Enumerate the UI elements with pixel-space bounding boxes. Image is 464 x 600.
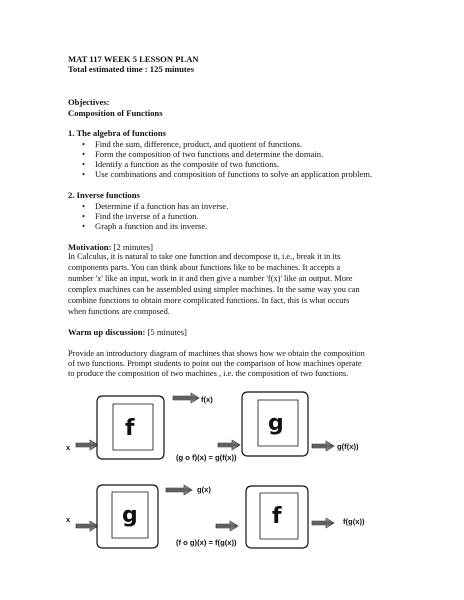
motivation-line: combine functions to obtain more complicated functions. In fact, this is what occurs	[68, 296, 350, 305]
intro-line: Provide an introductory diagram of machines that shows how we obtain the composition	[68, 349, 365, 358]
connector-arrow-icon	[218, 440, 240, 450]
mid-arrow-icon	[166, 485, 192, 495]
input-arrow-icon	[76, 521, 98, 531]
diagram-f-of-g	[66, 485, 365, 548]
section-inverse-heading: 2. Inverse functions	[68, 190, 140, 200]
bullet-icon: •	[82, 169, 86, 179]
bullet-icon: •	[82, 159, 86, 169]
objectives-heading: Objectives:	[68, 97, 110, 107]
motivation-line: In Calculus, it is natural to take one function and decompose it, i.e., break it in its	[68, 252, 341, 261]
list-item: Form the composition of two functions and determine the domain.	[95, 149, 324, 159]
diagram-g-of-f	[66, 392, 359, 462]
motivation-line: components parts. You can think about functions like to be machines. It accepts a	[68, 263, 341, 272]
list-item: Identify a function as the composite of two functions.	[95, 159, 280, 169]
objectives-subheading: Composition of Functions	[68, 108, 163, 118]
diagram2-mid-label: g(x)	[197, 485, 211, 494]
diagram1-mid-label: f(x)	[201, 395, 213, 404]
bullet-icon: •	[82, 201, 86, 211]
motivation-duration: [2 minutes]	[111, 242, 153, 252]
intro-line: of two functions. Prompt students to point out the comparison of how machines operate	[68, 359, 362, 368]
diagram1-input-label: x	[66, 443, 71, 452]
list-item: Find the sum, difference, product, and quotient of functions.	[95, 139, 303, 149]
output-arrow-icon	[312, 518, 334, 528]
list-item: Graph a function and its inverse.	[95, 221, 208, 231]
diagram2-output-label: f(g(x))	[343, 517, 365, 526]
motivation-line: complex machines can be assembled using simpler machines. In the same way you can	[68, 285, 360, 294]
machine-g-symbol: g	[122, 503, 138, 528]
output-arrow-icon	[312, 441, 334, 451]
machine-g-symbol: g	[268, 411, 284, 436]
warmup-label: Warm up discussion:	[68, 327, 146, 337]
page-title: MAT 117 WEEK 5 LESSON PLAN	[68, 54, 199, 64]
list-item: Find the inverse of a function.	[95, 211, 199, 221]
list-item: Determine if a function has an inverse.	[95, 201, 229, 211]
bullet-icon: •	[82, 211, 86, 221]
mid-arrow-icon	[173, 393, 199, 403]
bullet-icon: •	[82, 221, 86, 231]
motivation-line: number 'x' like an input, work in it and then give a number 'f(x)' like an output. More	[68, 274, 353, 283]
diagram2-formula: (f o g)(x) = f(g(x))	[176, 538, 237, 547]
input-arrow-icon	[76, 440, 98, 450]
diagram1-output-label: g(f(x))	[337, 442, 359, 451]
motivation-line: when functions are composed.	[68, 307, 170, 316]
connector-arrow-icon	[216, 521, 238, 531]
motivation-label: Motivation:	[68, 242, 112, 252]
intro-line: to produce the composition of two machines , i.e. the composition of two functions.	[68, 369, 349, 378]
machine-f-symbol: f	[272, 504, 282, 529]
section-algebra-heading: 1. The algebra of functions	[68, 128, 166, 138]
bullet-icon: •	[82, 139, 86, 149]
machine-f-symbol: f	[125, 416, 135, 441]
bullet-icon: •	[82, 149, 86, 159]
diagram2-input-label: x	[66, 515, 71, 524]
estimated-time: Total estimated time : 125 minutes	[68, 64, 194, 74]
warmup-duration: [5 minutes]	[145, 327, 187, 337]
list-item: Use combinations and composition of functions to solve an application problem.	[95, 169, 373, 179]
diagram1-formula: (g o f)(x) = g(f(x))	[176, 453, 237, 462]
